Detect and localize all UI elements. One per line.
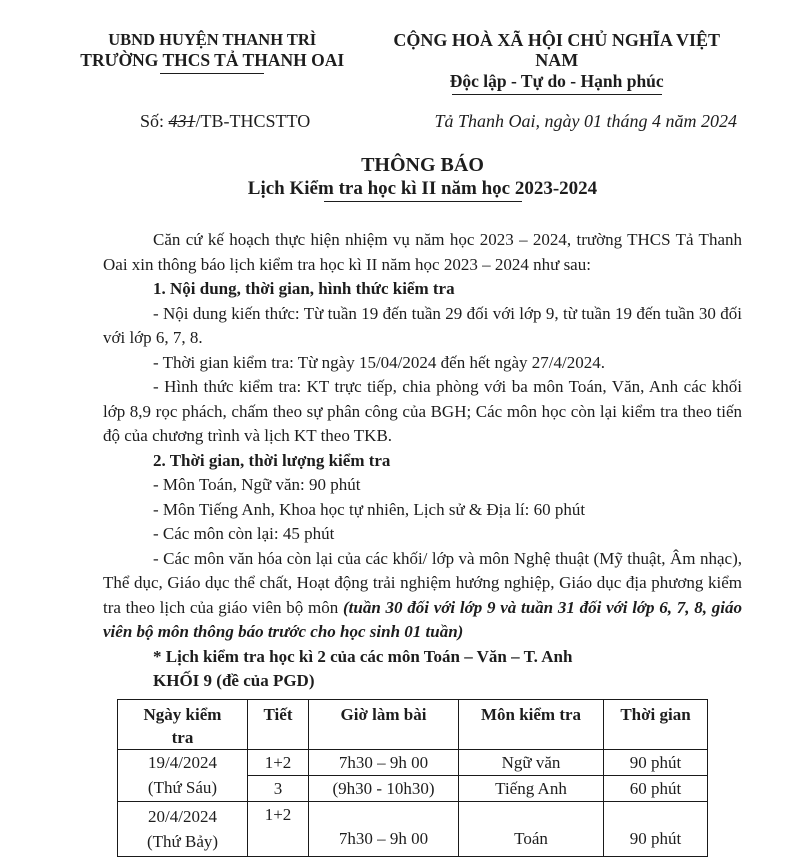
title-underline: [324, 201, 522, 202]
time-cell: 7h30 – 9h 00: [309, 801, 459, 856]
section-heading-1: 1. Nội dung, thời gian, hình thức kiểm tra: [153, 279, 455, 298]
period-cell: 1+2: [248, 749, 309, 775]
document-number-struck: 431: [168, 111, 196, 131]
document-header: [0, 0, 785, 95]
document-meta-row: [140, 111, 737, 132]
column-header-date: Ngày kiểm tra: [118, 699, 248, 749]
subject-cell: Toán: [459, 801, 604, 856]
title-block: [103, 154, 742, 202]
national-motto-block: [374, 30, 739, 95]
document-number-prefix: Số:: [140, 111, 169, 131]
paragraph-basis: Căn cứ kế hoạch thực hiện nhiệm vụ năm học 2023 – 2024, trường THCS Tả Thanh Oai xin thông báo lịch kiểm tra học kì II năm học 2023 – 2024 như sau:: [103, 230, 742, 274]
paragraph-other-subjects: [103, 547, 742, 645]
time-cell: (9h30 - 10h30): [309, 775, 459, 801]
national-motto: Độc lập - Tự do - Hạnh phúc: [449, 71, 664, 91]
subject-cell: Tiếng Anh: [459, 775, 604, 801]
duration-cell: 90 phút: [604, 749, 708, 775]
time-cell: 7h30 – 9h 00: [309, 749, 459, 775]
document-body: [103, 228, 742, 694]
paragraph-duration-english-science: - Môn Tiếng Anh, Khoa học tự nhiên, Lịch sử & Địa lí: 60 phút: [153, 499, 586, 519]
column-header-subject: Môn kiểm tra: [459, 699, 604, 749]
paragraph-duration-other: - Các môn còn lại: 45 phút: [153, 524, 335, 543]
section-heading-2: 2. Thời gian, thời lượng kiểm tra: [153, 450, 391, 470]
table-header-row: [118, 699, 708, 749]
document-type-title: THÔNG BÁO: [361, 154, 484, 176]
document-number-suffix: /TB-THCSTTO: [195, 111, 311, 131]
place-and-date: Tả Thanh Oai, ngày 01 tháng 4 năm 2024: [434, 111, 737, 131]
table-row: [118, 749, 708, 775]
schedule-heading: * Lịch kiểm tra học kì 2 của các môn Toán – Văn – T. Anh: [153, 646, 573, 666]
document-number: [140, 111, 310, 132]
date-cell-friday: 19/4/2024 (Thứ Sáu): [118, 749, 248, 801]
column-header-period: Tiết: [248, 699, 309, 749]
table-row: [118, 801, 708, 856]
national-title: CỘNG HOÀ XÃ HỘI CHỦ NGHĨA VIỆT NAM: [393, 30, 721, 70]
motto-underline: [452, 94, 662, 95]
subject-cell: Ngữ văn: [459, 749, 604, 775]
paragraph-exam-period: - Thời gian kiểm tra: Từ ngày 15/04/2024 đến hết ngày 27/4/2024.: [153, 352, 605, 372]
date-cell-saturday: 20/4/2024 (Thứ Bảy): [118, 801, 248, 856]
paragraph-other-subjects-text: - Các môn văn hóa còn lại của các khối/ lớp và môn Nghệ thuật (Mỹ thuật, Âm nhạc), Thể dục, Giáo dục thể chất, Hoạt động trải nghiệm hướng nghiệp, Giáo dục địa phương kiểm tra theo lịch của giáo viên bộ môn: [103, 548, 742, 617]
school-name: TRƯỜNG THCS TẢ THANH OAI: [80, 50, 345, 70]
exam-schedule-table: [117, 699, 708, 857]
agency-parent-name: UBND HUYỆN THANH TRÌ: [108, 30, 317, 49]
paragraph-exam-format: - Hình thức kiểm tra: KT trực tiếp, chia phòng với ba môn Toán, Văn, Anh các khối lớp 8,9 rọc phách, chấm theo sự phân công của BGH; Các môn học còn lại kiểm tra theo tiến độ của chương trình và lịch KT theo TKB.: [103, 377, 742, 445]
grade-heading: KHỐI 9 (đề của PGD): [153, 671, 315, 690]
period-cell: 3: [248, 775, 309, 801]
paragraph-other-subjects-note: (tuần 30 đối với lớp 9 và tuần 31 đối với lớp 6, 7, 8, giáo viên bộ môn thông báo trước cho học sinh 01 tuần): [103, 597, 742, 641]
agency-underline: [160, 73, 264, 74]
column-header-duration: Thời gian: [604, 699, 708, 749]
issuing-agency-block: [50, 30, 374, 95]
period-cell: 1+2: [248, 801, 309, 856]
paragraph-duration-math-literature: - Môn Toán, Ngữ văn: 90 phút: [153, 475, 361, 494]
document-subject-title: Lịch Kiểm tra học kì II năm học 2023-2024: [247, 178, 598, 199]
duration-cell: 60 phút: [604, 775, 708, 801]
column-header-time: Giờ làm bài: [309, 699, 459, 749]
paragraph-content-scope: - Nội dung kiến thức: Từ tuần 19 đến tuần 29 đối với lớp 9, từ tuần 19 đến tuần 30 đối với lớp 6, 7, 8.: [103, 303, 742, 347]
duration-cell: 90 phút: [604, 801, 708, 856]
